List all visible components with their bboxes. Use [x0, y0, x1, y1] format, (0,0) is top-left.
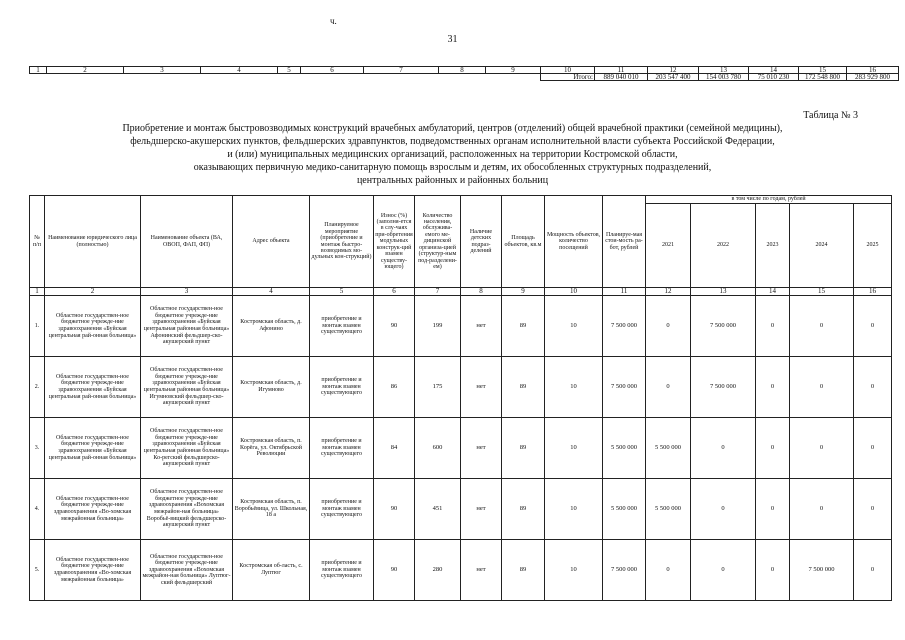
header-address: Адрес объекта [233, 196, 310, 288]
row-object-name: Областное государствен-ное бюджетное учрежде-ние здравоохранения «Буйская центральная районная больница» Игумновский фельдшер-ско-акушерский пункт [141, 357, 233, 418]
row-year-value: 0 [756, 296, 790, 357]
row-year-value: 0 [790, 357, 854, 418]
row-address: Костромская область, д. Игумново [233, 357, 310, 418]
row-year-value: 0 [790, 418, 854, 479]
totals-col-number: 5 [278, 67, 301, 74]
title-line: Приобретение и монтаж быстровозводимых конструкций врачебных амбулаторий, центров (отделений) общей врачебной практики (семейной медицины), [122, 123, 783, 134]
row-cost: 7 500 000 [603, 540, 646, 601]
row-activity: приобретение и монтаж взамен существующего [310, 479, 374, 540]
row-object-name: Областное государствен-ное бюджетное учрежде-ние здравоохранения «Вохомская межрайон-ная больница» Луптюг-ский фельдшерский [141, 540, 233, 601]
page-number: 31 [447, 34, 458, 45]
header-year: 2021 [646, 204, 691, 288]
header-row [30, 196, 892, 204]
totals-value: 203 547 400 [648, 74, 699, 81]
row-year-value: 0 [691, 479, 756, 540]
totals-row [30, 74, 899, 81]
header-activity: Планируемое мероприятие (приобретение и монтаж быстро-возводимых мо-дульных кон-струкций) [310, 196, 374, 288]
totals-label: Итого: [541, 74, 595, 81]
row-area: 89 [502, 357, 545, 418]
row-num: 3. [30, 418, 45, 479]
row-year-value: 0 [691, 418, 756, 479]
col-number: 3 [141, 288, 233, 296]
row-address: Костромская об-ласть, с. Луптюг [233, 540, 310, 601]
col-number: 10 [545, 288, 603, 296]
col-number: 6 [374, 288, 415, 296]
totals-col-number: 14 [749, 67, 799, 74]
row-activity: приобретение и монтаж взамен существующего [310, 296, 374, 357]
header-wear: Износ (%) (заполня-ется в слу-чаях при-обретения модульных конструк-ций взамен существу-ющего) [374, 196, 415, 288]
row-wear: 90 [374, 479, 415, 540]
row-year-value: 7 500 000 [691, 296, 756, 357]
totals-col-number: 7 [364, 67, 439, 74]
row-legal-name: Областное государствен-ное бюджетное учрежде-ние здравоохранения «Во-хомская межрайонная больница» [45, 479, 141, 540]
title-line: центральных районных и районных больниц [356, 175, 549, 186]
row-year-value: 7 500 000 [790, 540, 854, 601]
col-number: 13 [691, 288, 756, 296]
row-year-value: 0 [646, 296, 691, 357]
row-year-value: 0 [756, 479, 790, 540]
row-year-value: 5 500 000 [646, 418, 691, 479]
row-object-name: Областное государствен-ное бюджетное учрежде-ние здравоохранения «Буйская центральная районная больница» Афонинский фельдшер-ско-акушерский пункт [141, 296, 233, 357]
totals-value: 889 040 010 [595, 74, 648, 81]
col-number: 7 [415, 288, 461, 296]
header-children: Наличие детских подраз-делений [461, 196, 502, 288]
row-address: Костромская область, д. Афонино [233, 296, 310, 357]
totals-col-number: 2 [47, 67, 124, 74]
totals-col-number: 1 [30, 67, 47, 74]
header-num: № п/п [30, 196, 45, 288]
row-area: 89 [502, 479, 545, 540]
row-legal-name: Областное государствен-ное бюджетное учрежде-ние здравоохранения «Буйская центральная рай-онная больница» [45, 418, 141, 479]
row-year-value: 0 [790, 479, 854, 540]
row-year-value: 0 [646, 357, 691, 418]
row-year-value: 0 [756, 540, 790, 601]
row-year-value: 0 [790, 296, 854, 357]
header-year: 2023 [756, 204, 790, 288]
row-activity: приобретение и монтаж взамен существующего [310, 418, 374, 479]
col-number: 2 [45, 288, 141, 296]
row-population: 600 [415, 418, 461, 479]
header-mark: ч. [330, 16, 337, 26]
row-legal-name: Областное государствен-ное бюджетное учрежде-ние здравоохранения «Во-хомская межрайонная больница» [45, 540, 141, 601]
title-line: и (или) муниципальных медицинских организаций, расположенных на территории Костромской области, [227, 149, 678, 160]
row-year-value: 0 [756, 357, 790, 418]
title-line: оказывающих первичную медико-санитарную помощь взрослым и детям, их обособленных структурных подразделений, [193, 162, 712, 173]
header-years-group: в том числе по годам, рублей [646, 196, 892, 204]
col-number: 12 [646, 288, 691, 296]
row-object-name: Областное государствен-ное бюджетное учрежде-ние здравоохранения «Вохомская межрайон-ная больница» Воробьё-вицкий фельдшерско-акушерский пункт [141, 479, 233, 540]
row-children: нет [461, 296, 502, 357]
row-cost: 7 500 000 [603, 296, 646, 357]
totals-value: 75 010 230 [749, 74, 799, 81]
row-object-name: Областное государствен-ное бюджетное учрежде-ние здравоохранения «Буйская центральная районная больница» Ко-регский фельдшерско-акушерский пункт [141, 418, 233, 479]
row-capacity: 10 [545, 296, 603, 357]
totals-col-number: 11 [595, 67, 648, 74]
header-year: 2025 [854, 204, 892, 288]
table-row [30, 418, 892, 479]
row-legal-name: Областное государствен-ное бюджетное учрежде-ние здравоохранения «Буйская центральная рай-онная больница» [45, 357, 141, 418]
col-number: 8 [461, 288, 502, 296]
table-row [30, 479, 892, 540]
row-address: Костромская область, п. Воробьёвица, ул. Школьная, 18 а [233, 479, 310, 540]
row-children: нет [461, 540, 502, 601]
row-children: нет [461, 479, 502, 540]
header-legal-name: Наименование юридического лица (полностью) [45, 196, 141, 288]
row-year-value: 0 [854, 296, 892, 357]
totals-col-number: 10 [541, 67, 595, 74]
title-line: фельдшерско-акушерских пунктов, фельдшерских здравпунктов, подведомственных органам исполнительной власти субъекта Российской Федерации, [130, 136, 775, 147]
column-numbers-row [30, 288, 892, 296]
main-table [29, 195, 892, 601]
row-num: 5. [30, 540, 45, 601]
row-cost: 5 500 000 [603, 479, 646, 540]
totals-col-number: 8 [439, 67, 486, 74]
col-number: 4 [233, 288, 310, 296]
row-num: 2. [30, 357, 45, 418]
col-number: 15 [790, 288, 854, 296]
col-number: 16 [854, 288, 892, 296]
row-population: 451 [415, 479, 461, 540]
header-year: 2022 [691, 204, 756, 288]
totals-value: 154 003 780 [699, 74, 749, 81]
row-year-value: 0 [646, 540, 691, 601]
totals-col-number: 15 [799, 67, 847, 74]
document-title [60, 122, 845, 187]
header-capacity: Мощность объектов, количество посещений [545, 196, 603, 288]
table-number: Таблица № 3 [803, 110, 858, 121]
row-year-value: 0 [854, 418, 892, 479]
row-capacity: 10 [545, 479, 603, 540]
col-number: 1 [30, 288, 45, 296]
col-number: 9 [502, 288, 545, 296]
row-year-value: 0 [756, 418, 790, 479]
row-population: 280 [415, 540, 461, 601]
row-capacity: 10 [545, 418, 603, 479]
totals-col-number: 16 [847, 67, 899, 74]
row-children: нет [461, 357, 502, 418]
row-address: Костромская область, п. Корёга, ул. Октябрьской Революции [233, 418, 310, 479]
header-population: Количество населения, обслужива-емого ме-дицинской организа-цией (структур-ным под-разделени-ем) [415, 196, 461, 288]
totals-value: 283 929 800 [847, 74, 899, 81]
row-legal-name: Областное государствен-ное бюджетное учрежде-ние здравоохранения «Буйская центральная рай-онная больница» [45, 296, 141, 357]
row-num: 1. [30, 296, 45, 357]
row-wear: 90 [374, 296, 415, 357]
totals-col-number: 9 [486, 67, 541, 74]
col-number: 5 [310, 288, 374, 296]
header-year: 2024 [790, 204, 854, 288]
row-year-value: 7 500 000 [691, 357, 756, 418]
row-population: 199 [415, 296, 461, 357]
table-row [30, 540, 892, 601]
row-population: 175 [415, 357, 461, 418]
row-area: 89 [502, 418, 545, 479]
totals-table [29, 66, 899, 81]
totals-col-number: 6 [301, 67, 364, 74]
row-capacity: 10 [545, 357, 603, 418]
row-cost: 7 500 000 [603, 357, 646, 418]
row-wear: 90 [374, 540, 415, 601]
table-row [30, 296, 892, 357]
table-row [30, 357, 892, 418]
header-area: Площадь объектов, кв.м [502, 196, 545, 288]
totals-value: 172 548 800 [799, 74, 847, 81]
header-cost: Планируе-мая стои-мость ра-бот, рублей [603, 196, 646, 288]
row-wear: 86 [374, 357, 415, 418]
row-area: 89 [502, 540, 545, 601]
totals-col-number: 12 [648, 67, 699, 74]
row-year-value: 0 [854, 540, 892, 601]
col-number: 14 [756, 288, 790, 296]
row-year-value: 5 500 000 [646, 479, 691, 540]
row-area: 89 [502, 296, 545, 357]
row-capacity: 10 [545, 540, 603, 601]
row-cost: 5 500 000 [603, 418, 646, 479]
row-wear: 84 [374, 418, 415, 479]
row-children: нет [461, 418, 502, 479]
totals-col-number: 4 [201, 67, 278, 74]
header-object-name: Наименование объекта (ВА, ОВОП, ФАП, ФП) [141, 196, 233, 288]
row-num: 4. [30, 479, 45, 540]
row-activity: приобретение и монтаж взамен существующего [310, 540, 374, 601]
row-year-value: 0 [691, 540, 756, 601]
row-activity: приобретение и монтаж взамен существующего [310, 357, 374, 418]
totals-col-number: 3 [124, 67, 201, 74]
totals-col-number: 13 [699, 67, 749, 74]
row-year-value: 0 [854, 357, 892, 418]
totals-col-numbers [30, 67, 899, 74]
col-number: 11 [603, 288, 646, 296]
row-year-value: 0 [854, 479, 892, 540]
